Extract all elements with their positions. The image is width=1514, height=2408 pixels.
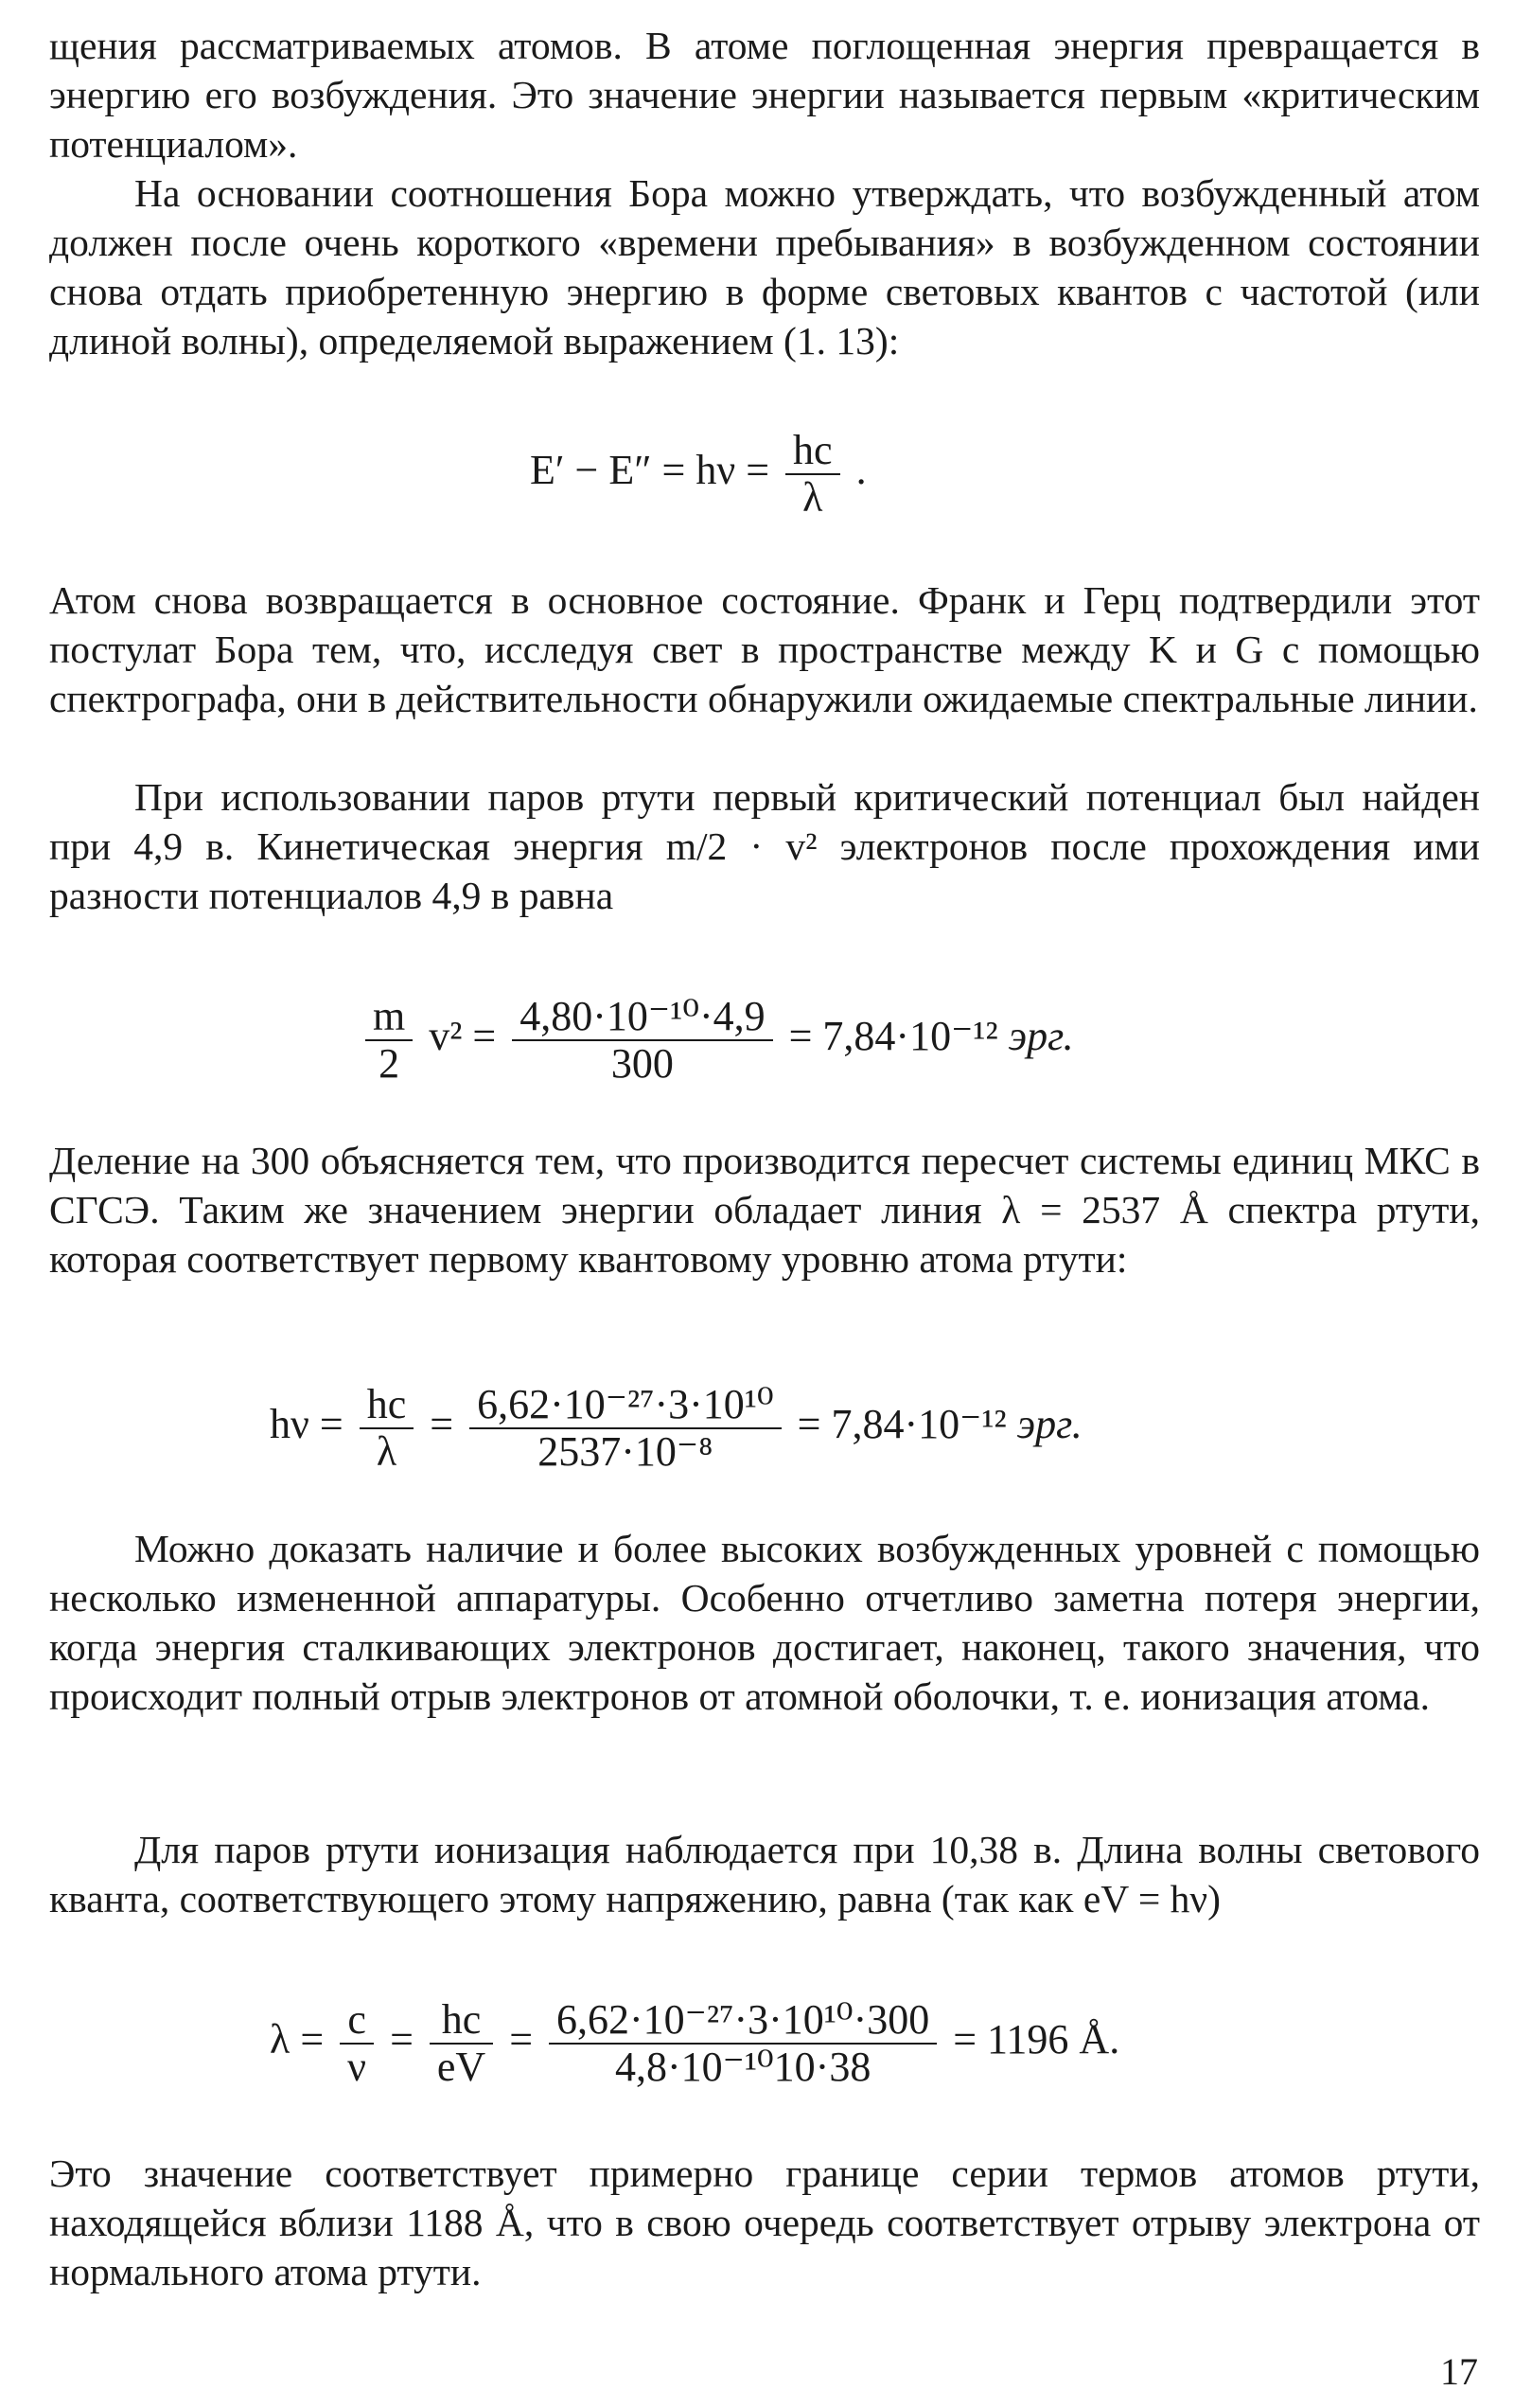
formula-bohr bbox=[530, 428, 867, 521]
formula-ionization-c-denominator: ν bbox=[347, 2044, 367, 2090]
formula-ionization-equals-1: = bbox=[390, 2016, 414, 2063]
formula-ionization-hc-fraction bbox=[430, 1997, 493, 2090]
formula-bohr-lhs: E′ − E″ = hν = bbox=[530, 447, 770, 494]
formula-ionization-hc-denominator: eV bbox=[436, 2044, 486, 2090]
formula-mercury-equals: = bbox=[430, 1401, 454, 1448]
formula-ionization-value-denominator: 4,8·10⁻¹⁰10·38 bbox=[614, 2044, 871, 2090]
page-number: 17 bbox=[1440, 2350, 1478, 2393]
formula-kinetic-mass-fraction bbox=[365, 994, 413, 1087]
formula-ionization-hc-numerator: hc bbox=[430, 1997, 493, 2045]
formula-mercury-hc-fraction bbox=[360, 1382, 414, 1475]
formula-kinetic-velocity: v² = bbox=[429, 1013, 497, 1060]
formula-kinetic-energy bbox=[360, 994, 1074, 1087]
paragraph-2: На основании соотношения Бора можно утверждать, что возбужденный атом должен после очень короткого «времени пребывания» в возбужденном состоянии снова отдать приобретенную энергию в форме световых квантов с частотой (или длиной волны), определяемой выражением (1. 13): bbox=[49, 171, 1480, 363]
formula-ionization-value-numerator: 6,62·10⁻²⁷·3·10¹⁰·300 bbox=[549, 1997, 937, 2045]
formula-ionization-result: = 1196 Å. bbox=[953, 2016, 1120, 2063]
paragraph-5: Деление на 300 объясняется тем, что производится пересчет системы единиц МКС в СГСЭ. Таким же значением энергии обладает линия λ = 2537 Å спектра ртути, которая соответствует первому квантовому уровню атома ртути: bbox=[49, 1139, 1480, 1281]
formula-ionization-lhs: λ = bbox=[270, 2016, 325, 2063]
paragraph-6: Можно доказать наличие и более высоких возбужденных уровней с помощью несколько измененной аппаратуры. Особенно отчетливо заметна потеря энергии, когда энергия сталкивающих электронов достигает, наконец, такого значения, что происходит полный отрыв электронов от атомной оболочки, т. е. ионизация атома. bbox=[49, 1527, 1480, 1718]
formula-ionization-c-numerator: c bbox=[340, 1997, 374, 2045]
formula-mercury-unit: эрг. bbox=[1016, 1401, 1083, 1448]
formula-mercury-result: = 7,84·10⁻¹² bbox=[797, 1401, 1007, 1448]
formula-bohr-tail: . bbox=[855, 447, 867, 494]
formula-ionization-value-fraction bbox=[549, 1997, 937, 2090]
formula-mercury-value-denominator: 2537·10⁻⁸ bbox=[537, 1428, 713, 1475]
formula-mercury-value-fraction bbox=[469, 1382, 782, 1475]
formula-bohr-denominator: λ bbox=[802, 474, 823, 521]
formula-mercury-lhs: hν = bbox=[270, 1401, 343, 1448]
paragraph-3: Атом снова возвращается в основное состояние. Франк и Герц подтвердили этот постулат Бора тем, что, исследуя свет в пространстве между K и G с помощью спектрографа, они в действительности обнаружили ожидаемые спектральные линии. bbox=[49, 578, 1480, 720]
formula-ionization-c-fraction bbox=[340, 1997, 374, 2090]
formula-bohr-fraction bbox=[785, 428, 840, 521]
formula-ionization bbox=[270, 1997, 1119, 2090]
formula-ionization-equals-2: = bbox=[509, 2016, 534, 2063]
formula-kinetic-result: = 7,84·10⁻¹² bbox=[788, 1013, 998, 1060]
formula-kinetic-mass-numerator: m bbox=[365, 994, 413, 1041]
paragraph-1: щения рассматриваемых атомов. В атоме поглощенная энергия превращается в энергию его возбуждения. Это значение энергии называется первым «критическим потенциалом». bbox=[49, 24, 1480, 166]
formula-kinetic-value-fraction bbox=[512, 994, 772, 1087]
formula-mercury-value-numerator: 6,62·10⁻²⁷·3·10¹⁰ bbox=[469, 1382, 782, 1429]
formula-kinetic-value-denominator: 300 bbox=[610, 1040, 674, 1087]
paragraph-4: При использовании паров ртути первый критический потенциал был найден при 4,9 в. Кинетическая энергия m/2 · v² электронов после прохождения ими разности потенциалов 4,9 в равна bbox=[49, 775, 1480, 917]
formula-kinetic-unit: эрг. bbox=[1008, 1013, 1074, 1060]
formula-kinetic-value-numerator: 4,80·10⁻¹⁰·4,9 bbox=[512, 994, 772, 1041]
formula-mercury-line bbox=[270, 1382, 1083, 1475]
formula-kinetic-mass-denominator: 2 bbox=[378, 1040, 400, 1087]
formula-bohr-numerator: hc bbox=[785, 428, 840, 475]
formula-mercury-hc-denominator: λ bbox=[376, 1428, 397, 1475]
formula-mercury-hc-numerator: hc bbox=[360, 1382, 414, 1429]
paragraph-7: Для паров ртути ионизация наблюдается при 10,38 в. Длина волны светового кванта, соответствующего этому напряжению, равна (так как eV = hν) bbox=[49, 1828, 1480, 1921]
paragraph-8: Это значение соответствует примерно границе серии термов атомов ртути, находящейся вблизи 1188 Å, что в свою очередь соответствует отрыву электрона от нормального атома ртути. bbox=[49, 2151, 1480, 2293]
